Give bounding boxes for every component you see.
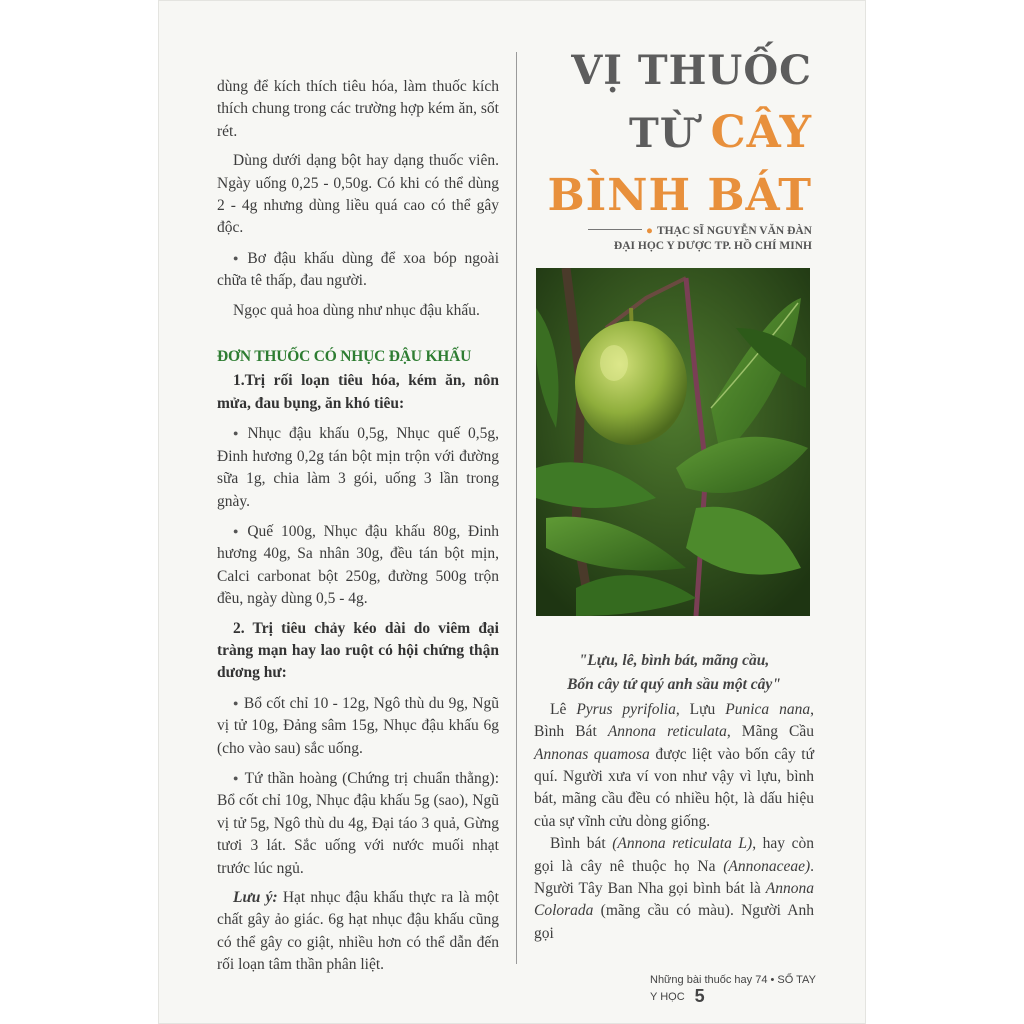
page-number: 5 bbox=[694, 986, 705, 1006]
author-name-row bbox=[538, 224, 812, 239]
paragraph bbox=[534, 833, 814, 945]
author-block bbox=[538, 224, 812, 254]
left-column bbox=[217, 76, 499, 984]
footer-series: Những bài thuốc hay 74 • SỔ TAY Y HỌC bbox=[650, 974, 816, 1003]
text: , hay còn gọi là cây nê thuộc họ Na bbox=[534, 835, 814, 875]
species-name: Punica nana bbox=[725, 700, 811, 718]
section-heading: ĐƠN THUỐC CÓ NHỤC ĐẬU KHẤU bbox=[217, 348, 472, 366]
fruit-photo bbox=[536, 268, 810, 616]
article-title bbox=[520, 40, 812, 227]
title-line-2 bbox=[520, 102, 812, 165]
paragraph: Dùng dưới dạng bột hay dạng thuốc viên. Ngày uống 0,25 - 0,50g. Có khi có thể dùng 2 - 4g nhưng dùng liều quá cao có thể gây độc. bbox=[217, 152, 499, 237]
text: được liệt vào bốn cây tứ quí. Người xưa ví von như vậy vì lựu, bình bát, mãng cầu đều có nhiều hột, là dấu hiệu của sự vĩnh cửu dòng giống. bbox=[534, 745, 815, 830]
paragraph-bullet bbox=[217, 520, 499, 611]
poem-line: Bốn cây tứ quý anh sầu một cây" bbox=[567, 676, 781, 694]
text: Bình bát bbox=[550, 835, 613, 853]
paragraph-text: Bơ đậu khấu dùng để xoa bóp ngoài chữa tê thấp, đau người. bbox=[217, 249, 499, 290]
paragraph-text: Tứ thần hoàng (Chứng trị chuẩn thằng): Bổ cốt chỉ 10g, Nhục đậu khấu 5g (sao), Ngũ vị tử 5g, Ngô thù du 4g, Đại táo 3 quả, Gừng tươi 3 lát. Sắc uống với nước muối nhạt trước lúc ngủ. bbox=[217, 769, 500, 877]
bullet-icon bbox=[233, 250, 247, 267]
paragraph-text: Bổ cốt chỉ 10 - 12g, Ngô thù du 9g, Ngũ vị tử 10g, Đảng sâm 15g, Nhục đậu khấu 6g (cho vào sau) sắc uống. bbox=[217, 694, 499, 757]
text: , Lựu bbox=[675, 700, 726, 718]
binh-bat-fruit-illustration bbox=[536, 268, 810, 616]
right-column bbox=[534, 650, 814, 945]
paragraph-text: Quế 100g, Nhục đậu khấu 80g, Đinh hương 40g, Sa nhân 30g, đều tán bột mịn, Calci carbonat bột 250g, đường 500g trộn đều, ngày dùng 0,5 - 4g. bbox=[217, 522, 500, 608]
item-title: 2. Trị tiêu chảy kéo dài do viêm đại tràng mạn hay lao ruột có hội chứng thận dương hư: bbox=[217, 619, 499, 682]
text: Lê bbox=[550, 700, 577, 718]
bullet-icon bbox=[233, 425, 247, 442]
note-text: Hạt nhục đậu khấu thực ra là một chất gây ảo giác. 6g hạt nhục đậu khấu cũng có thể gây co giật, nhiều hơn có thể dẫn đến rối loạn tâm thần phân liệt. bbox=[217, 889, 499, 974]
column-divider bbox=[516, 52, 517, 964]
page-footer bbox=[650, 974, 820, 1007]
species-name: (Annonaceae) bbox=[723, 857, 811, 875]
title-word: TỪ bbox=[629, 110, 711, 157]
poem-line: "Lựu, lê, bình bát, mãng cầu, bbox=[578, 652, 770, 669]
species-name: Pyrus pyrifolia bbox=[576, 700, 676, 718]
bullet-icon bbox=[233, 523, 247, 540]
item-title: 1.Trị rối loạn tiêu hóa, kém ăn, nôn mửa, đau bụng, ăn khó tiêu: bbox=[217, 372, 499, 412]
text: , Bình Bát bbox=[534, 700, 814, 741]
paragraph: dùng để kích thích tiêu hóa, làm thuốc kích thích chung trong các trường hợp kém ăn, sốt rét. bbox=[217, 78, 499, 140]
species-name: (Annona reticulata L) bbox=[612, 835, 753, 853]
text: (mãng cầu có màu). Người Anh gọi bbox=[534, 902, 814, 942]
paragraph-bullet bbox=[217, 247, 499, 293]
paragraph bbox=[534, 699, 814, 833]
title-word-highlight: CÂY bbox=[710, 107, 812, 158]
bullet-icon: ● bbox=[645, 225, 653, 237]
species-name: Annona reticulata bbox=[607, 723, 727, 741]
title-line-3: BÌNH BÁT bbox=[547, 170, 812, 221]
paragraph: Ngọc quả hoa dùng như nhục đậu khấu. bbox=[233, 301, 480, 319]
title-line-1: VỊ THUỐC bbox=[571, 47, 812, 94]
note-paragraph bbox=[217, 887, 499, 977]
paragraph-bullet bbox=[217, 767, 499, 880]
species-name: Annonas quamosa bbox=[534, 745, 650, 763]
bullet-icon bbox=[233, 770, 245, 787]
author-rule bbox=[588, 229, 642, 230]
paragraph-bullet bbox=[217, 422, 499, 513]
text: , Mãng Cầu bbox=[726, 723, 814, 741]
text: . Người Tây Ban Nha gọi bình bát là bbox=[534, 857, 814, 898]
paragraph-bullet bbox=[217, 692, 499, 760]
author-affiliation: ĐẠI HỌC Y DƯỢC TP. HỒ CHÍ MINH bbox=[613, 240, 812, 252]
paragraph-text: Nhục đậu khấu 0,5g, Nhục quế 0,5g, Đinh hương 0,2g tán bột mịn trộn với đường sữa 1g, chia làm 3 gói, uống 3 lần trong gnày. bbox=[217, 425, 499, 510]
author-name: THẠC SĨ NGUYỄN VĂN ĐÀN bbox=[656, 225, 812, 237]
bullet-icon bbox=[233, 695, 244, 712]
note-label: Lưu ý: bbox=[233, 889, 278, 906]
species-name: Annona Colorada bbox=[534, 880, 814, 920]
